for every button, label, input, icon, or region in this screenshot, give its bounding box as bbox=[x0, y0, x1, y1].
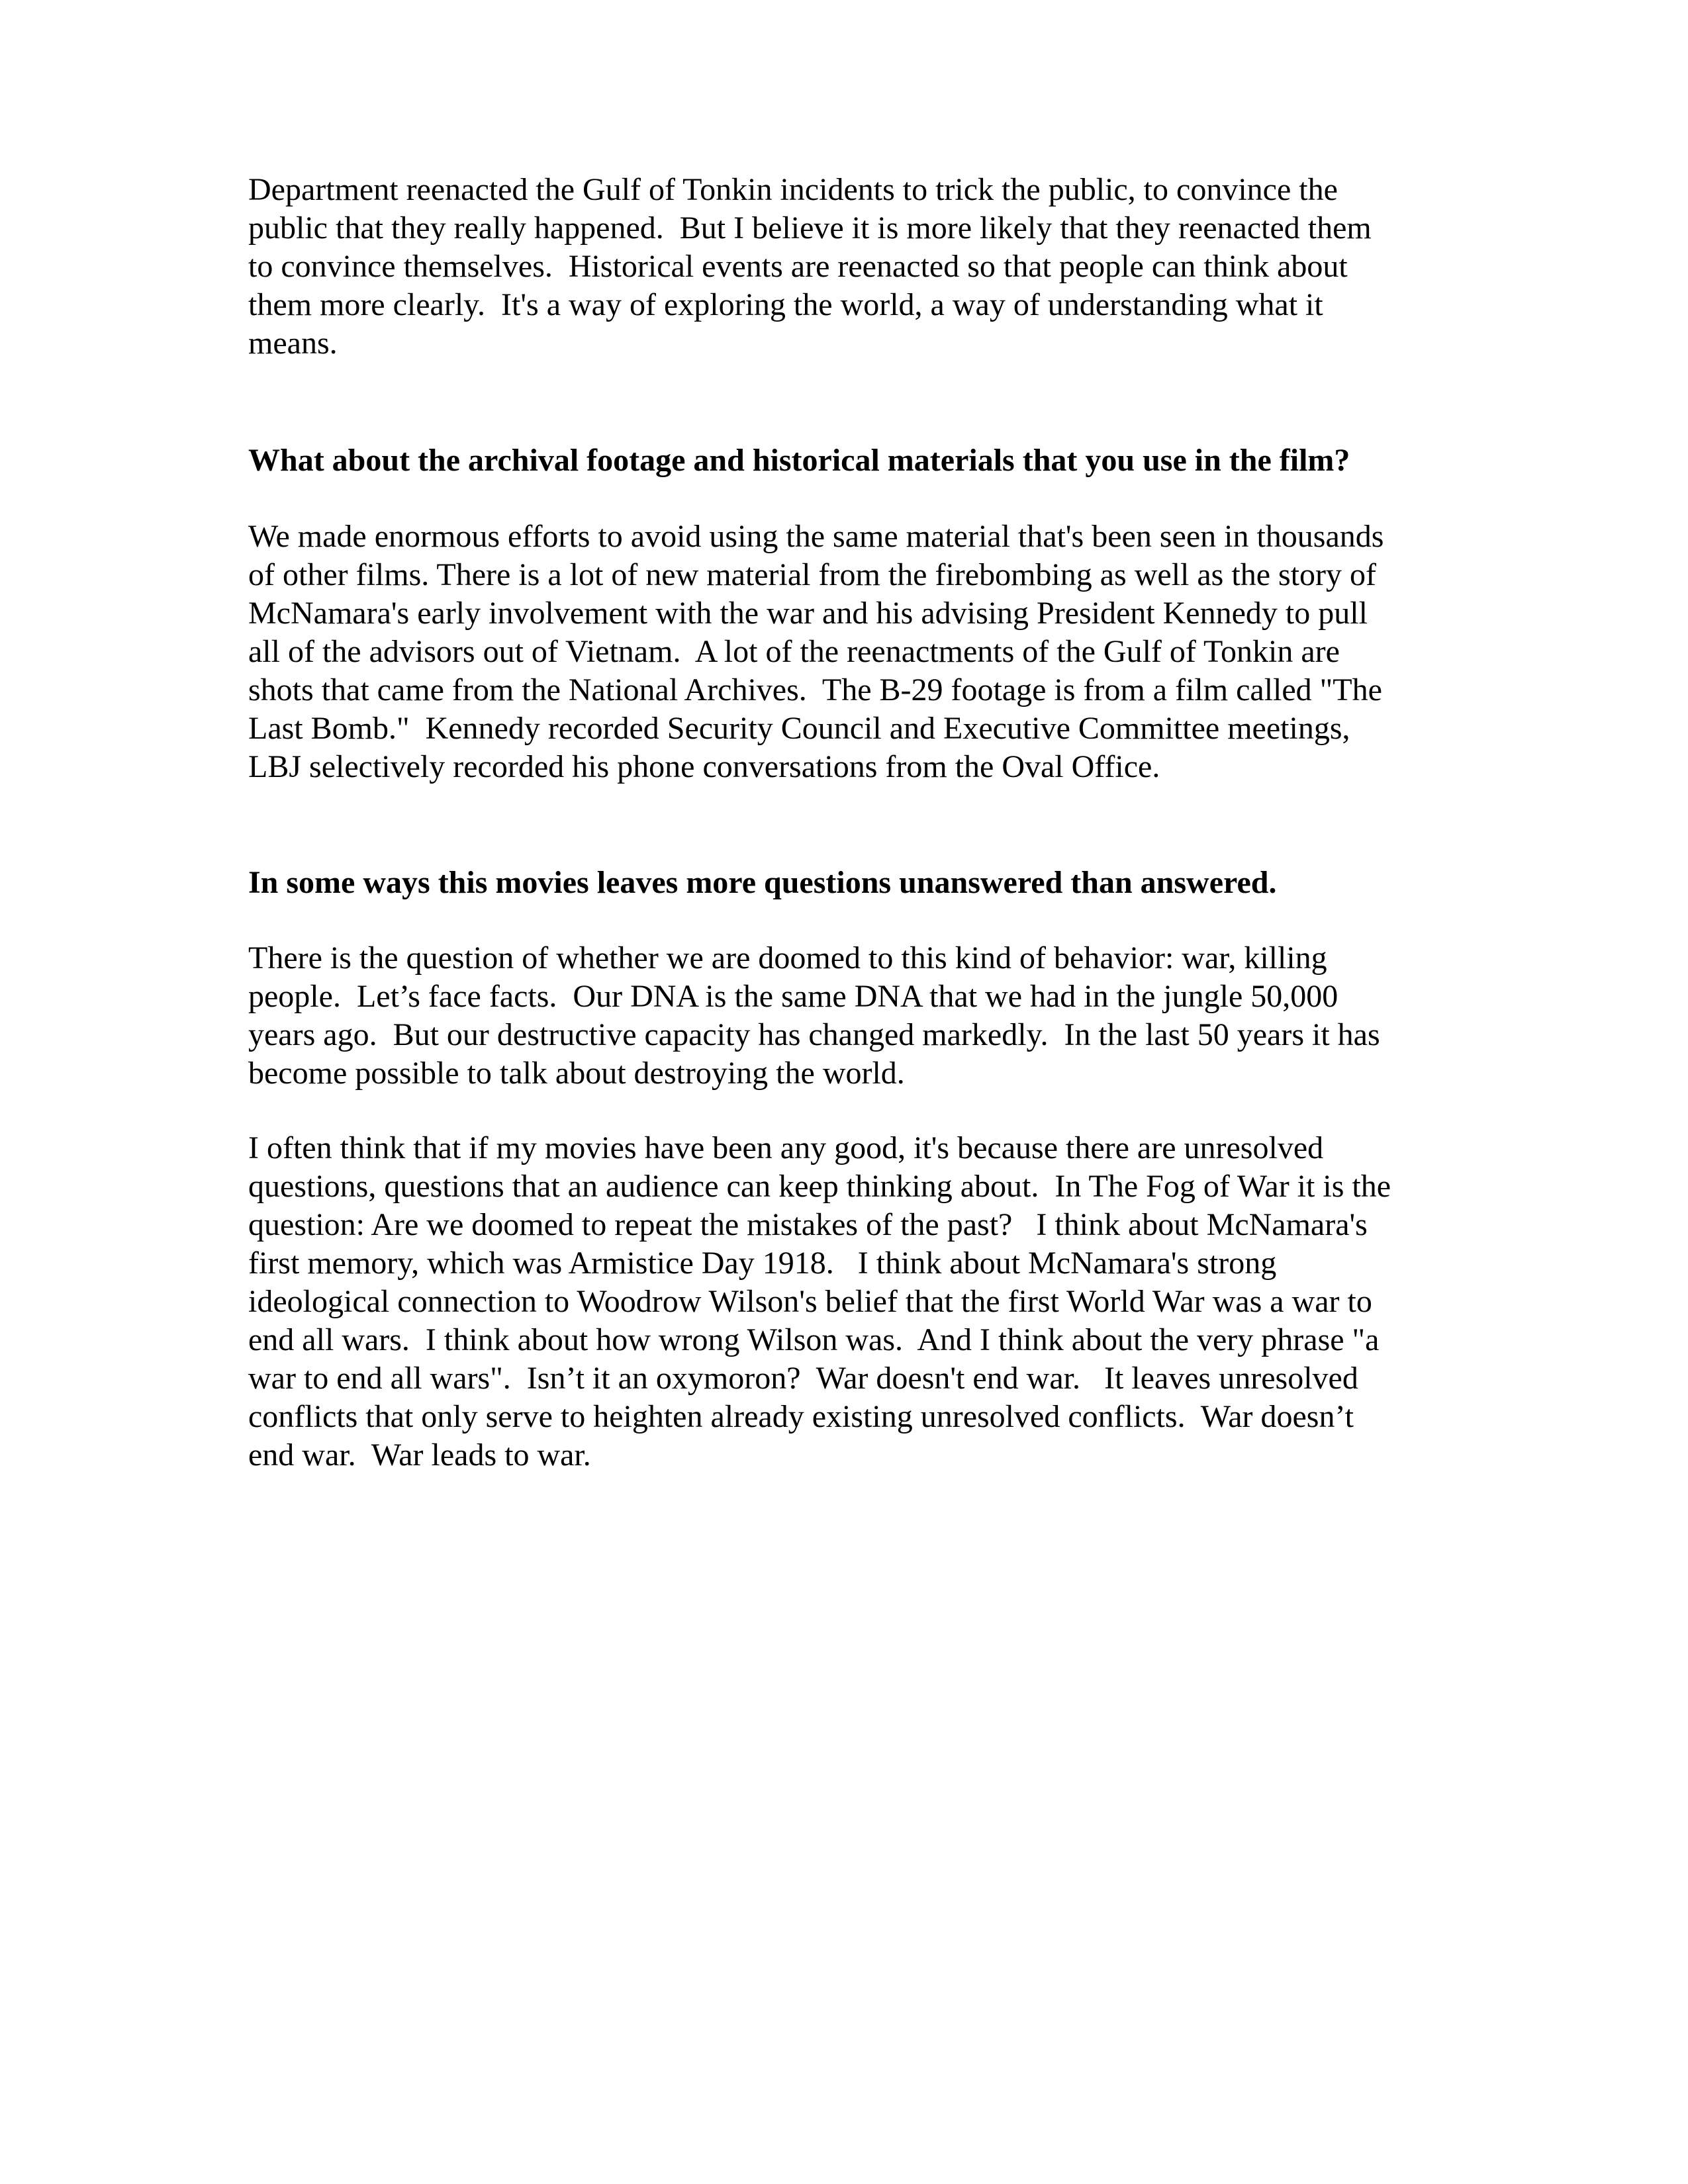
question-heading-unanswered-questions: In some ways this movies leaves more questions unanswered than answered. bbox=[248, 865, 1277, 900]
paragraph-archival-materials: We made enormous efforts to avoid using the same material that's been seen in thousands of other films. There is a lot of new material from the firebombing as well as the story of McNamara's early involvement with the war and his advising President Kennedy to pull all of the advisors out of Vietnam. A lot of the reenactments of the Gulf of Tonkin are shots that came from the National Archives. The B-29 footage is from a film called "The Last Bomb." Kennedy recorded Security Council and Executive Committee meetings, LBJ selectively recorded his phone conversations from the Oval Office. bbox=[248, 519, 1384, 784]
paragraph-doomed-behavior: There is the question of whether we are doomed to this kind of behavior: war, killing people. Let’s face facts. Our DNA is the same DNA that we had in the jungle 50,000 years ago. But our destructive capacity has changed markedly. In the last 50 years it has become possible to talk about destroying the world. bbox=[248, 940, 1380, 1091]
question-heading-archival-footage: What about the archival footage and historical materials that you use in the film? bbox=[248, 443, 1350, 478]
paragraph-gulf-of-tonkin-reenactment: Department reenacted the Gulf of Tonkin incidents to trick the public, to convince the public that they really happened. But I believe it is more likely that they reenacted them to convince themselves. Historical events are reenacted so that people can think about them more clearly. It's a way of exploring the world, a way of understanding what it means. bbox=[248, 172, 1372, 361]
paragraph-unresolved-questions: I often think that if my movies have been any good, it's because there are unresolved questions, questions that an audience can keep thinking about. In The Fog of War it is the question: Are we doomed to repeat the mistakes of the past? I think about McNamara's first memory, which was Armistice Day 1918. I think about McNamara's strong ideological connection to Woodrow Wilson's belief that the first World War was a war to end all wars. I think about how wrong Wilson was. And I think about the very phrase "a war to end all wars". Isn’t it an oxymoron? War doesn't end war. It leaves unresolved conflicts that only serve to heighten already existing unresolved conflicts. War doesn’t end war. War leads to war. bbox=[248, 1130, 1391, 1473]
